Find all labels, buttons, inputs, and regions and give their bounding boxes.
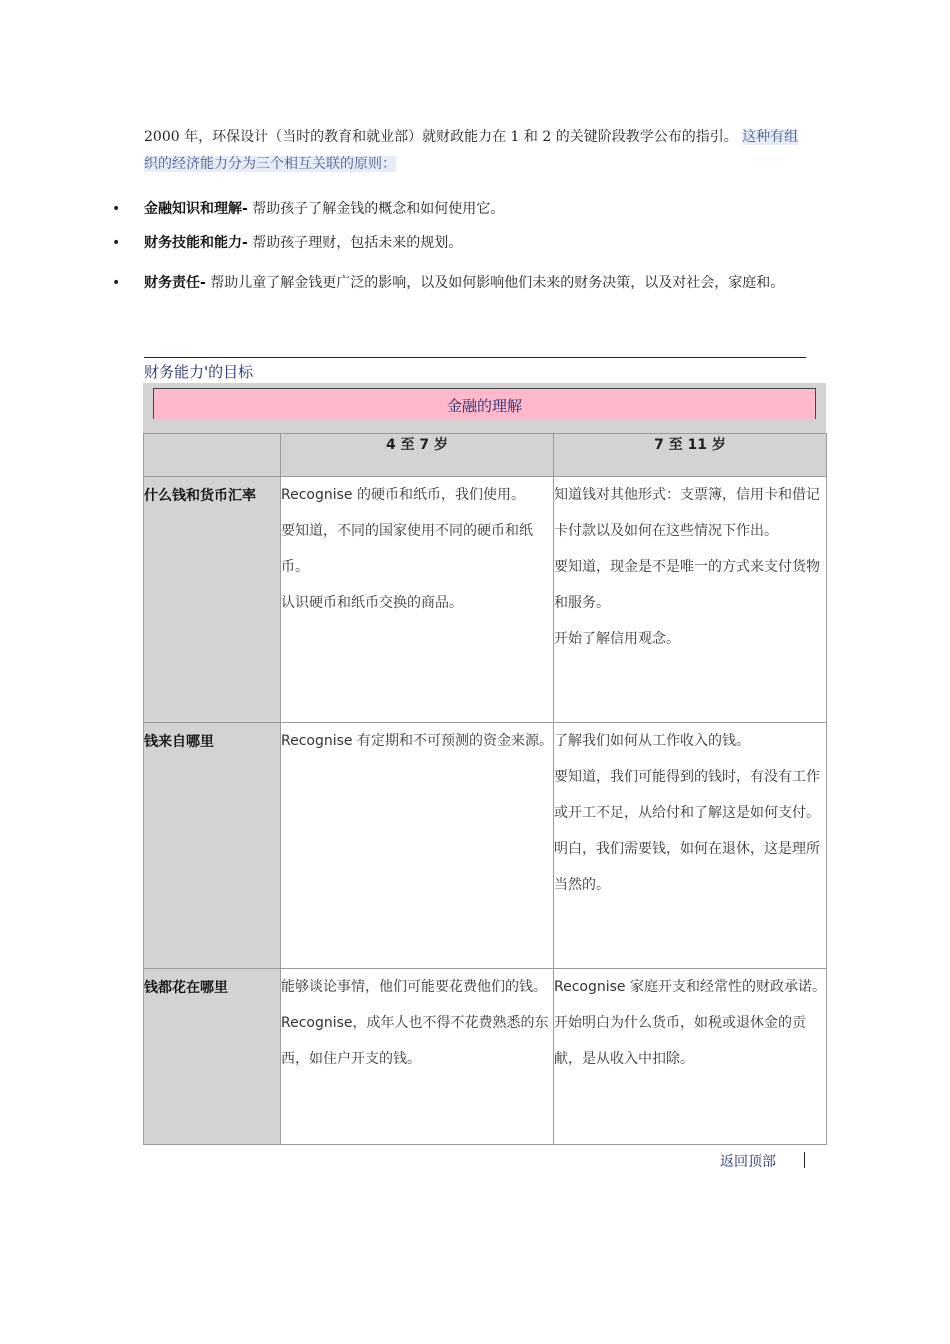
cell-line: Recognise 家庭开支和经常性的财政承诺。 [554, 979, 826, 995]
cell-age-7-11 [554, 723, 827, 969]
cell-line: 开始明白为什么货币，如税或退休金的贡献，是从收入中扣除。 [554, 1015, 806, 1067]
cell-line: Recognise 的硬币和纸币，我们使用。 [281, 487, 525, 503]
header-cell-age-4-7: 4 至 7 岁 [281, 434, 554, 477]
cell-line: 知道钱对其他形式：支票簿，信用卡和借记卡付款以及如何在这些情况下作出。 [554, 487, 820, 539]
table-header-row [144, 434, 827, 477]
cell-line: Recognise 有定期和不可预测的资金来源。 [281, 733, 553, 749]
section-divider [144, 357, 806, 358]
bullet-term: 财务技能和能力- [144, 235, 248, 251]
section-title: 财务能力'的目标 [144, 363, 254, 381]
cell-line: 要知道，我们可能得到的钱时，有没有工作或开工不足，从给付和了解这是如何支付。 [554, 769, 820, 821]
header-cell-empty [144, 434, 281, 477]
table-row [144, 477, 827, 723]
link-separator [804, 1152, 805, 1168]
list-item [112, 264, 812, 302]
list-item [112, 230, 812, 264]
objectives-grid [143, 433, 827, 1145]
cell-age-4-7 [281, 723, 554, 969]
cell-line: 明白，我们需要钱，如何在退休，这是理所当然的。 [554, 841, 820, 893]
bullet-icon: • [112, 275, 121, 291]
bullet-term: 金融知识和理解- [144, 201, 248, 217]
row-label: 什么钱和货币汇率 [144, 477, 281, 723]
principles-list [112, 196, 812, 302]
intro-highlight: 这种有组织的经济能力分为三个相互关联的原则： [144, 129, 799, 172]
bullet-icon: • [112, 201, 121, 217]
cell-age-4-7 [281, 969, 554, 1145]
bullet-text: 帮助儿童了解金钱更广泛的影响，以及如何影响他们未来的财务决策，以及对社会，家庭和。 [205, 275, 785, 291]
cell-line: 了解我们如何从工作收入的钱。 [554, 733, 750, 749]
table-row [144, 969, 827, 1145]
cell-age-4-7 [281, 477, 554, 723]
intro-paragraph [144, 124, 804, 178]
cell-line: 开始了解信用观念。 [554, 631, 680, 647]
intro-text: 2000 年，环保设计（当时的教育和就业部）就财政能力在 1 和 2 的关键阶段教学公布的指引。 [144, 129, 738, 145]
bullet-term: 财务责任- [144, 275, 206, 291]
bullet-text: 帮助孩子了解金钱的概念和如何使用它。 [247, 201, 505, 217]
bullet-text: 帮助孩子理财，包括未来的规划。 [247, 235, 463, 251]
cell-age-7-11 [554, 969, 827, 1145]
cell-line: 要知道，不同的国家使用不同的硬币和纸币。 [281, 523, 533, 575]
cell-line: Recognise，成年人也不得不花费熟悉的东西，如住户开支的钱。 [281, 1015, 549, 1067]
table-row [144, 723, 827, 969]
back-to-top-link[interactable]: 返回顶部 [720, 1154, 776, 1170]
header-cell-age-7-11: 7 至 11 岁 [554, 434, 827, 477]
table-banner: 金融的理解 [153, 388, 816, 419]
cell-line: 能够谈论事情，他们可能要花费他们的钱。 [281, 979, 547, 995]
cell-line: 要知道，现金是不是唯一的方式来支付货物和服务。 [554, 559, 820, 611]
row-label: 钱来自哪里 [144, 723, 281, 969]
list-item [112, 196, 812, 230]
bullet-icon: • [112, 235, 121, 251]
row-label: 钱都花在哪里 [144, 969, 281, 1145]
cell-age-7-11 [554, 477, 827, 723]
cell-line: 认识硬币和纸币交换的商品。 [281, 595, 463, 611]
